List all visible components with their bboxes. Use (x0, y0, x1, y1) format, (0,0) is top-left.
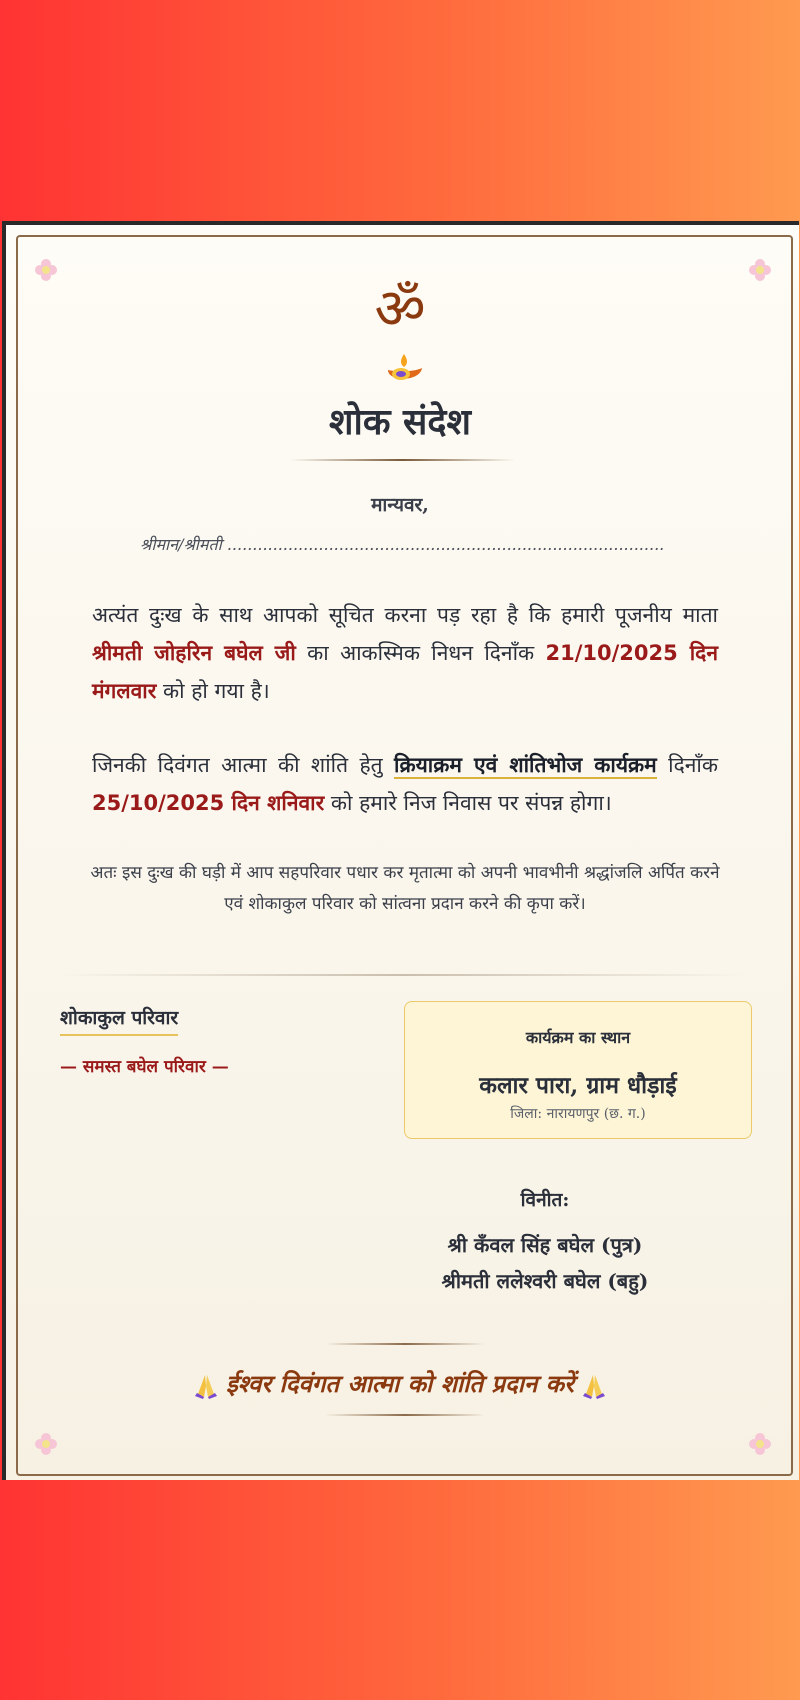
signatory-name: श्रीमती ललेश्वरी बघेल (बहु) (441, 1269, 649, 1293)
death-date: 21/10/2025 दिन मंगलवार (92, 641, 718, 703)
page-title: शोक संदेश (329, 402, 471, 443)
venue-district: जिला: नारायणपुर (छ. ग.) (510, 1106, 646, 1122)
flower-icon (748, 1432, 772, 1456)
deceased-name: श्रीमती जोहरिन बघेल जी (92, 641, 296, 665)
venue-place: कलार पारा, ग्राम धौड़ाई (479, 1072, 677, 1099)
folded-hands-icon (580, 1372, 608, 1400)
section-divider (62, 974, 742, 976)
venue-heading: कार्यक्रम का स्थान (525, 1028, 631, 1047)
announcement-text: को हो गया है। (156, 679, 270, 703)
ceremony-date: 25/10/2025 दिन शनिवार (92, 791, 325, 815)
addressee-line: श्रीमान/श्रीमती ...................................................................................... (140, 535, 665, 554)
footer-divider (325, 1414, 485, 1416)
announcement-text: का आकस्मिक निधन दिनाँक (295, 641, 546, 665)
prayer-text: ईश्वर दिवंगत आत्मा को शांति प्रदान करें (226, 1369, 574, 1398)
ceremony-text: दिनाँक (656, 753, 718, 777)
ceremony-paragraph (92, 746, 718, 822)
footer-divider (325, 1343, 485, 1345)
family-heading: शोकाकुल परिवार (60, 1004, 178, 1036)
announcement-paragraph (92, 596, 718, 710)
diya-lamp-icon (384, 350, 424, 390)
om-symbol: ॐ (374, 277, 426, 342)
family-name: — समस्त बघेल परिवार — (60, 1057, 229, 1077)
announcement-text: अत्यंत दुःख के साथ आपको सूचित करना पड़ रहा है कि हमारी पूजनीय माता (92, 603, 718, 627)
ceremony-text: को हमारे निज निवास पर संपन्न होगा। (324, 791, 612, 815)
flower-icon (34, 1432, 58, 1456)
folded-hands-icon (192, 1372, 220, 1400)
signatories-heading: विनीत: (520, 1189, 570, 1211)
signatory-name: श्री कँवल सिंह बघेल (पुत्र) (447, 1233, 643, 1257)
title-divider (290, 459, 515, 461)
salutation: मान्यवर, (371, 494, 429, 516)
ceremony-text: जिनकी दिवंगत आत्मा की शांति हेतु (92, 753, 395, 777)
ceremony-name: क्रियाक्रम एवं शांतिभोज कार्यक्रम (394, 753, 657, 777)
request-note: अतः इस दुःख की घड़ी में आप सहपरिवार पधार कर मृतात्मा को अपनी भावभीनी श्रद्धांजलि अर्पित करने एवं शोकाकुल परिवार को सांत्वना प्रदान करने की कृपा करें। (90, 863, 720, 914)
prayer-line (0, 1364, 800, 1404)
venue-box (404, 1001, 752, 1139)
